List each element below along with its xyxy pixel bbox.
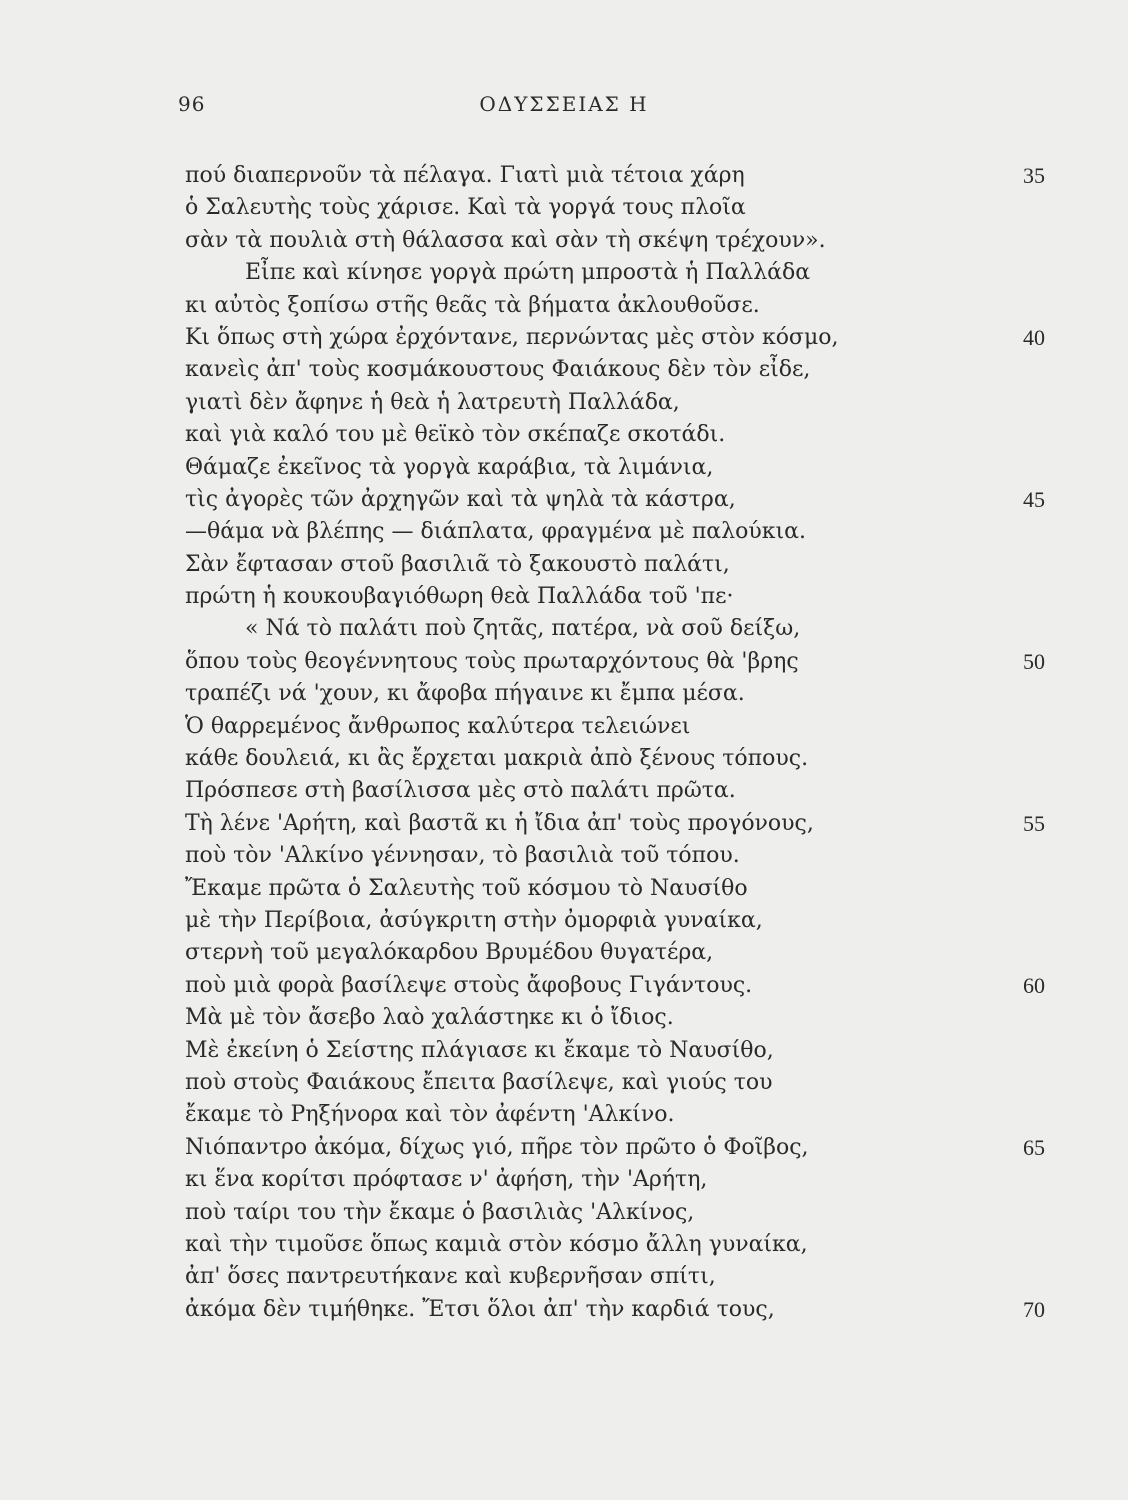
verse-text: Εἶπε καὶ κίνησε γοργὰ πρώτη μπροστὰ ἡ Παλλάδα — [245, 260, 811, 286]
line-number: 60 — [1023, 972, 1045, 998]
line-number: 65 — [1023, 1134, 1045, 1160]
verse-text: ποὺ ταίρι του τὴν ἔκαμε ὁ βασιλιὰς 'Αλκίνος, — [185, 1199, 695, 1225]
verse-text: ποὺ τὸν 'Αλκίνο γέννησαν, τὸ βασιλιὰ τοῦ τόπου. — [185, 843, 740, 869]
verse-text: ἀκόμα δὲν τιμήθηκε. Ἔτσι ὅλοι ἀπ' τὴν καρδιά τους, — [185, 1296, 775, 1322]
verse-line — [185, 1099, 1045, 1131]
verse-text: πού διαπερνοῦν τὰ πέλαγα. Γιατὶ μιὰ τέτοια χάρη — [185, 163, 745, 188]
verse-line — [185, 257, 1045, 289]
verse-line — [185, 419, 1045, 451]
verse-line — [185, 192, 1045, 224]
verse-text: Πρόσπεσε στὴ βασίλισσα μὲς στὸ παλάτι πρῶτα. — [185, 778, 736, 804]
verse-text: Ὁ θαρρεμένος ἄνθρωπος καλύτερα τελειώνει — [185, 713, 691, 739]
line-number: 45 — [1023, 486, 1045, 512]
verse-line — [185, 743, 1045, 775]
verse-line — [185, 160, 1045, 192]
verse-line — [185, 484, 1045, 516]
verse-text: Μὲ ἐκείνη ὁ Σείστης πλάγιασε κι ἔκαμε τὸ Ναυσίθο, — [185, 1037, 774, 1063]
verse-text: καὶ τὴν τιμοῦσε ὅπως καμιὰ στὸν κόσμο ἄλλη γυναίκα, — [185, 1231, 808, 1257]
verse-line — [185, 840, 1045, 872]
verse-text: ποὺ στοὺς Φαιάκους ἔπειτα βασίλεψε, καὶ γιούς του — [185, 1069, 773, 1095]
verse-text: τὶς ἀγορὲς τῶν ἀρχηγῶν καὶ τὰ ψηλὰ τὰ κάστρα, — [185, 486, 736, 512]
line-number: 55 — [1023, 810, 1045, 836]
line-number: 35 — [1023, 163, 1045, 188]
verse-text: κι ἕνα κορίτσι πρόφτασε ν' ἀφήση, τὴν 'Αρήτη, — [185, 1167, 708, 1193]
verse-line — [185, 452, 1045, 484]
line-number: 50 — [1023, 648, 1045, 674]
verse-line — [185, 1132, 1045, 1164]
verse-line — [185, 225, 1045, 257]
verse-line — [185, 1261, 1045, 1293]
verse-text: Τὴ λένε 'Αρήτη, καὶ βαστᾶ κι ἡ ἴδια ἀπ' τοὺς προγόνους, — [185, 810, 814, 836]
page-number: 96 — [178, 92, 206, 116]
verse-line — [185, 1294, 1045, 1326]
verse-text: ὅπου τοὺς θεογέννητους τοὺς πρωταρχόντους θὰ 'βρης — [185, 648, 799, 674]
verse-text: Σὰν ἔφτασαν στοῦ βασιλιᾶ τὸ ξακουστὸ παλάτι, — [185, 551, 730, 577]
verse-line — [185, 1035, 1045, 1067]
line-number: 70 — [1023, 1296, 1045, 1322]
verse-text: Νιόπαντρο ἀκόμα, δίχως γιό, πῆρε τὸν πρῶτο ὁ Φοῖβος, — [185, 1134, 809, 1160]
verse-text: ἀπ' ὅσες παντρευτήκανε καὶ κυβερνῆσαν σπίτι, — [185, 1264, 716, 1290]
verse-line — [185, 1067, 1045, 1099]
verse-line — [185, 354, 1045, 386]
verse-line — [185, 808, 1045, 840]
verse-line — [185, 516, 1045, 548]
verse-block — [185, 160, 1045, 1326]
verse-line — [185, 970, 1045, 1002]
running-head — [0, 92, 1128, 122]
verse-line — [185, 711, 1045, 743]
verse-text: πρώτη ἡ κουκουβαγιόθωρη θεὰ Παλλάδα τοῦ 'πε· — [185, 584, 734, 610]
verse-line — [185, 290, 1045, 322]
verse-line — [185, 1197, 1045, 1229]
verse-text: καὶ γιὰ καλό του μὲ θεϊκὸ τὸν σκέπαζε σκοτάδι. — [185, 422, 726, 448]
line-number: 40 — [1023, 324, 1045, 350]
verse-line — [185, 1164, 1045, 1196]
book-title: ΟΔΥΣΣΕΙΑΣ Η — [479, 92, 649, 116]
verse-line — [185, 775, 1045, 807]
verse-text: μὲ τὴν Περίβοια, ἀσύγκριτη στὴν ὀμορφιὰ γυναίκα, — [185, 907, 763, 933]
verse-line — [185, 581, 1045, 613]
verse-text: Κι ὅπως στὴ χώρα ἐρχόντανε, περνώντας μὲς στὸν κόσμο, — [185, 324, 839, 350]
verse-text: ἔκαμε τὸ Ρηξήνορα καὶ τὸν ἀφέντη 'Αλκίνο. — [185, 1102, 675, 1128]
verse-line — [185, 1229, 1045, 1261]
verse-text: ὁ Σαλευτὴς τοὺς χάρισε. Καὶ τὰ γοργά τους πλοῖα — [185, 195, 746, 221]
verse-line — [185, 613, 1045, 645]
verse-text: Ἔκαμε πρῶτα ὁ Σαλευτὴς τοῦ κόσμου τὸ Ναυσίθο — [185, 875, 748, 901]
verse-text: « Νά τὸ παλάτι ποὺ ζητᾶς, πατέρα, νὰ σοῦ δείξω, — [245, 616, 801, 642]
verse-text: κάθε δουλειά, κι ἂς ἔρχεται μακριὰ ἀπὸ ξένους τόπους. — [185, 746, 809, 772]
verse-line — [185, 905, 1045, 937]
verse-text: Μὰ μὲ τὸν ἄσεβο λαὸ χαλάστηκε κι ὁ ἴδιος. — [185, 1005, 674, 1031]
verse-text: Θάμαζε ἐκεῖνος τὰ γοργὰ καράβια, τὰ λιμάνια, — [185, 454, 714, 480]
verse-line — [185, 937, 1045, 969]
verse-text: γιατὶ δὲν ἄφηνε ἡ θεὰ ἡ λατρευτὴ Παλλάδα, — [185, 389, 680, 415]
verse-line — [185, 549, 1045, 581]
verse-line — [185, 387, 1045, 419]
verse-line — [185, 646, 1045, 678]
verse-line — [185, 1002, 1045, 1034]
verse-text: στερνὴ τοῦ μεγαλόκαρδου Βρυμέδου θυγατέρα, — [185, 940, 714, 966]
verse-text: κανεὶς ἀπ' τοὺς κοσμάκουστους Φαιάκους δὲν τὸν εἶδε, — [185, 357, 811, 383]
verse-text: —θάμα νὰ βλέπης — διάπλατα, φραγμένα μὲ παλούκια. — [185, 519, 806, 545]
verse-line — [185, 678, 1045, 710]
verse-text: κι αὐτὸς ξοπίσω στῆς θεᾶς τὰ βήματα ἀκλουθοῦσε. — [185, 292, 760, 318]
verse-line — [185, 322, 1045, 354]
verse-line — [185, 873, 1045, 905]
verse-text: τραπέζι νά 'χουν, κι ἄφοβα πήγαινε κι ἔμπα μέσα. — [185, 681, 745, 707]
verse-text: σὰν τὰ πουλιὰ στὴ θάλασσα καὶ σὰν τὴ σκέψη τρέχουν». — [185, 227, 826, 253]
verse-text: ποὺ μιὰ φορὰ βασίλεψε στοὺς ἄφοβους Γιγάντους. — [185, 972, 753, 998]
